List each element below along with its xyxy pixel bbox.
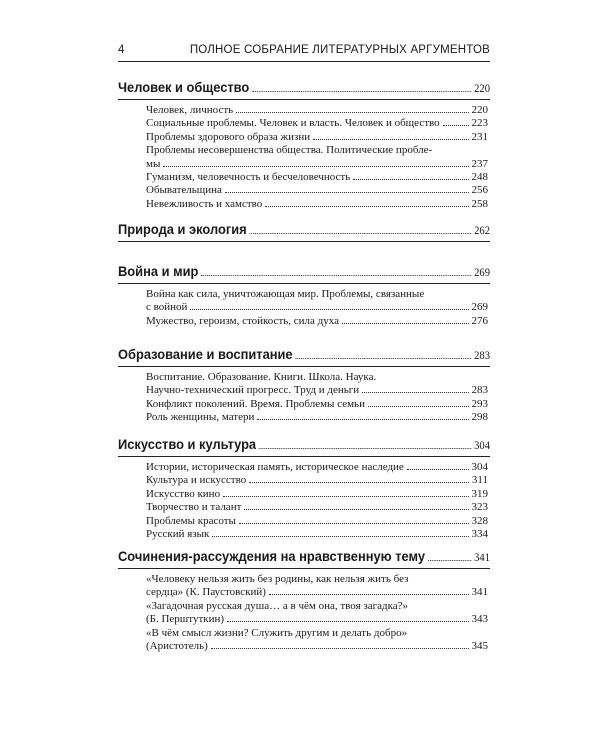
toc-entry[interactable] — [146, 171, 488, 184]
dot-leader — [249, 223, 471, 234]
toc-entry[interactable] — [146, 184, 488, 197]
dot-leader — [249, 474, 469, 483]
section-page: 283 — [474, 350, 491, 362]
entry-text: Конфликт поколений. Время. Проблемы семьи — [146, 397, 365, 410]
entry-list — [118, 104, 490, 211]
entry-page: 323 — [471, 501, 488, 514]
dot-leader — [269, 586, 469, 595]
entry-text: Невежливость и хамство — [146, 197, 263, 210]
dot-leader — [295, 348, 471, 359]
dot-leader — [225, 184, 469, 193]
entry-list — [118, 461, 490, 541]
section-title: Природа и экология — [118, 221, 247, 237]
entry-page: 231 — [471, 130, 488, 143]
entry-page: 283 — [471, 384, 488, 397]
toc-entry[interactable] — [146, 144, 488, 157]
entry-text: Культура и искусство — [146, 474, 247, 487]
running-header — [118, 44, 490, 56]
entry-text: Социальные проблемы. Человек и власть. Человек и общество — [146, 117, 440, 130]
dot-leader — [244, 501, 468, 510]
toc-entry[interactable] — [146, 474, 488, 487]
entry-list — [118, 288, 490, 328]
entry-page: 345 — [471, 640, 488, 653]
entry-text: Русский язык — [146, 528, 210, 541]
entry-page: 293 — [471, 397, 488, 410]
dot-leader — [259, 438, 472, 449]
dot-leader — [362, 384, 468, 393]
entry-list — [118, 371, 490, 425]
entry-page: 248 — [471, 171, 488, 184]
toc-entry[interactable] — [146, 398, 488, 411]
toc-entry[interactable] — [146, 384, 488, 397]
entry-page: 223 — [471, 117, 488, 130]
entry-page: 269 — [471, 301, 488, 314]
toc-entry[interactable] — [146, 371, 488, 384]
entry-page: 311 — [471, 474, 488, 487]
section-page: 220 — [474, 83, 491, 95]
entry-list — [118, 573, 490, 653]
toc-entry[interactable] — [146, 131, 488, 144]
entry-text: Истории, историческая память, историческое наследие — [146, 461, 404, 473]
entry-page: 328 — [471, 514, 488, 527]
section-page: 262 — [474, 225, 491, 237]
entry-text: Проблемы красоты — [146, 514, 236, 527]
dot-leader — [236, 104, 468, 113]
toc-entry[interactable] — [146, 488, 488, 501]
entry-page: 298 — [471, 411, 488, 424]
dot-leader — [239, 515, 469, 524]
dot-leader — [368, 398, 469, 407]
entry-text: Проблемы несовершенства общества. Политические пробле- — [146, 144, 433, 157]
entry-text: «В чём смысл жизни? Служить другим и делать добро» — [146, 626, 408, 639]
entry-page: 237 — [471, 157, 488, 170]
section-heading[interactable] — [118, 436, 490, 452]
section-page: 304 — [474, 440, 491, 452]
entry-text: Обывательщина — [146, 184, 222, 197]
toc-entry[interactable] — [146, 117, 488, 130]
dot-leader — [227, 613, 468, 622]
entry-text: Человек, личность — [146, 104, 234, 116]
section-heading[interactable] — [118, 79, 490, 95]
dot-leader — [163, 158, 468, 167]
entry-page: 258 — [471, 197, 488, 210]
entry-page: 304 — [471, 461, 488, 473]
section-page: 269 — [474, 267, 491, 279]
dot-leader — [201, 265, 471, 276]
toc-section — [118, 346, 490, 425]
dot-leader — [190, 301, 468, 310]
section-rule — [118, 99, 490, 100]
dot-leader — [257, 411, 468, 420]
toc-section — [118, 79, 490, 211]
section-title: Война и мир — [118, 263, 199, 279]
toc-entry[interactable] — [146, 528, 488, 541]
toc-section — [118, 263, 490, 328]
entry-text: мы — [146, 157, 161, 170]
entry-text: сердца» (К. Паустовский) — [146, 586, 266, 599]
entry-text: с войной — [146, 301, 188, 314]
section-heading[interactable] — [118, 263, 490, 279]
dot-leader — [212, 528, 468, 537]
entry-text: Воспитание. Образование. Книги. Школа. Наука. — [146, 371, 377, 383]
toc-entry[interactable] — [146, 158, 488, 171]
toc-entry[interactable] — [146, 461, 488, 474]
header-rule — [118, 61, 490, 62]
toc-entry[interactable] — [146, 515, 488, 528]
entry-text: Роль женщины, матери — [146, 411, 255, 424]
section-title: Искусство и культура — [118, 436, 257, 452]
toc-entry[interactable] — [146, 573, 488, 586]
section-rule — [118, 568, 490, 569]
entry-text: «Человеку нельзя жить без родины, как нельзя жить без — [146, 573, 409, 585]
entry-page: 256 — [471, 184, 488, 197]
toc-entry[interactable] — [146, 586, 488, 599]
entry-text: Научно-технический прогресс. Труд и деньги — [146, 384, 360, 397]
entry-page: 319 — [471, 487, 488, 500]
toc-entry[interactable] — [146, 104, 488, 117]
toc-entry[interactable] — [146, 315, 488, 328]
dot-leader — [252, 81, 471, 92]
entry-page: 334 — [471, 528, 488, 541]
entry-text: «Загадочная русская душа… а в чём она, твоя загадка?» — [146, 599, 409, 612]
dot-leader — [313, 131, 468, 140]
entry-text: Проблемы здорового образа жизни — [146, 130, 311, 143]
toc-entry[interactable] — [146, 411, 488, 424]
section-title: Человек и общество — [118, 79, 250, 95]
entry-text: Гуманизм, человечность и бесчеловечность — [146, 171, 351, 184]
page-number: 4 — [118, 44, 125, 56]
section-heading[interactable] — [118, 346, 490, 362]
entry-page: 341 — [471, 586, 488, 599]
toc-entry[interactable] — [146, 613, 488, 626]
toc-section — [118, 436, 490, 541]
toc-entry[interactable] — [146, 288, 488, 301]
section-heading[interactable] — [118, 548, 490, 564]
entry-page: 220 — [471, 104, 488, 116]
toc-entry[interactable] — [146, 198, 488, 211]
dot-leader — [211, 640, 469, 649]
dot-leader — [353, 171, 468, 180]
running-title: ПОЛНОЕ СОБРАНИЕ ЛИТЕРАТУРНЫХ АРГУМЕНТОВ — [189, 44, 490, 56]
dot-leader — [407, 461, 469, 470]
dot-leader — [265, 198, 468, 207]
toc-entry[interactable] — [146, 600, 488, 613]
toc-section — [118, 548, 490, 653]
dot-leader — [428, 550, 472, 561]
section-rule — [118, 241, 490, 242]
section-page: 341 — [474, 552, 491, 564]
toc-entry[interactable] — [146, 627, 488, 640]
toc-entry[interactable] — [146, 640, 488, 653]
dot-leader — [223, 488, 468, 497]
toc-entry[interactable] — [146, 301, 488, 314]
entry-text: Искусство кино — [146, 487, 221, 500]
dot-leader — [342, 315, 469, 324]
dot-leader — [443, 117, 469, 126]
toc-section — [118, 221, 490, 242]
entry-text: Мужество, героизм, стойкость, сила духа — [146, 314, 339, 327]
entry-page: 276 — [471, 314, 488, 327]
entry-text: (Б. Перштуткин) — [146, 613, 225, 626]
section-title: Образование и воспитание — [118, 346, 293, 362]
section-heading[interactable] — [118, 221, 490, 237]
entry-page: 343 — [471, 613, 488, 626]
entry-text: Война как сила, уничтожающая мир. Проблемы, связанные — [146, 288, 425, 300]
section-title: Сочинения-рассуждения на нравственную тему — [118, 548, 426, 564]
toc-entry[interactable] — [146, 501, 488, 514]
section-rule — [118, 283, 490, 284]
entry-text: (Аристотель) — [146, 640, 208, 653]
section-rule — [118, 456, 490, 457]
entry-text: Творчество и талант — [146, 501, 242, 514]
section-rule — [118, 366, 490, 367]
